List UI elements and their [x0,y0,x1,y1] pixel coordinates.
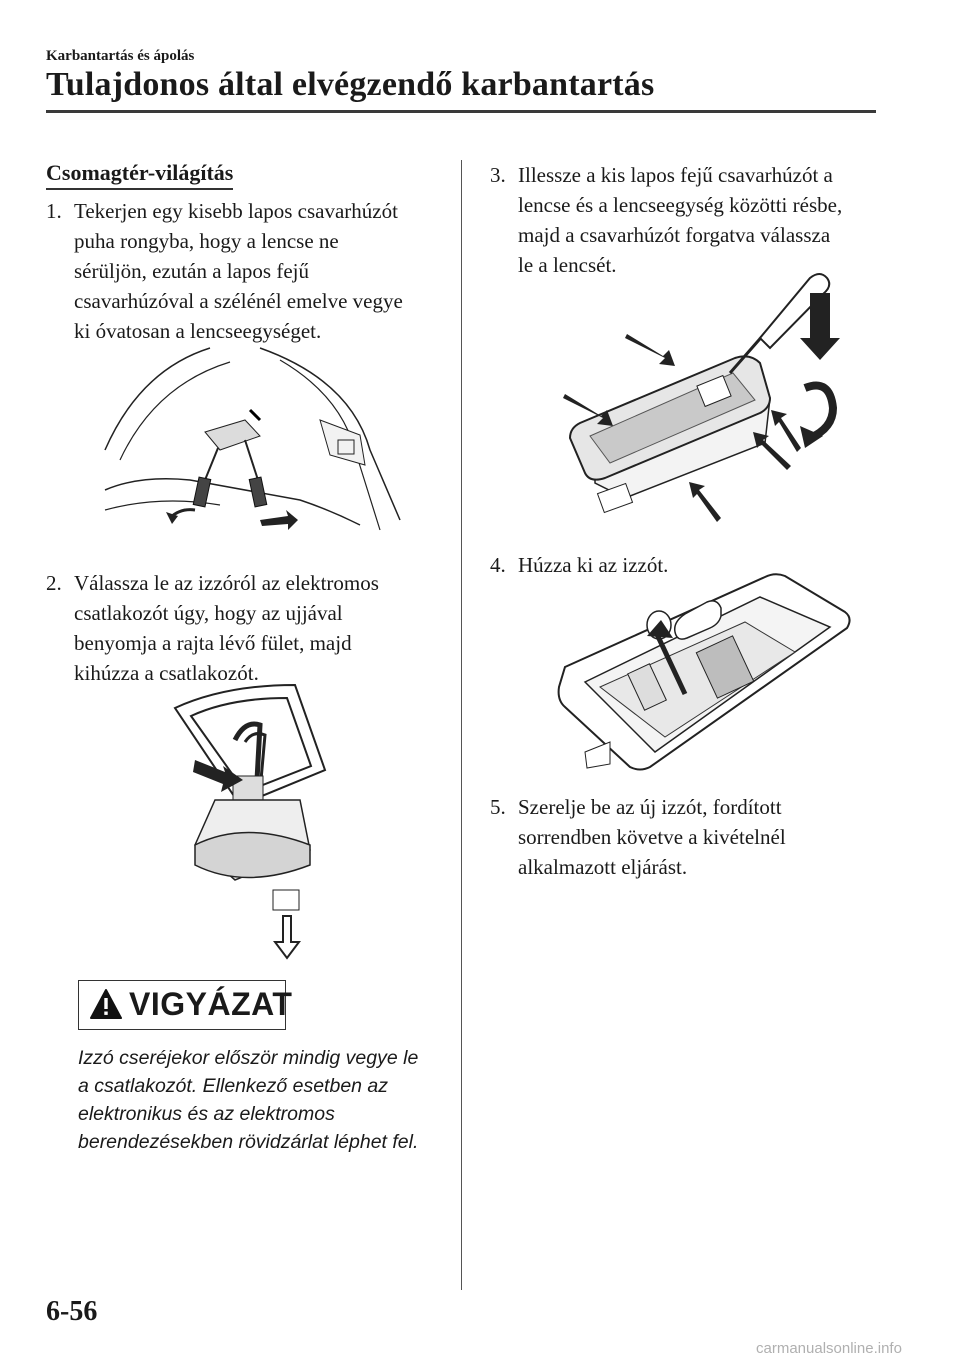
step-2 [46,568,456,690]
step-number: 2. [46,571,62,595]
page-number: 6-56 [46,1296,98,1327]
step-number: 1. [46,199,62,223]
step-line: puha rongyba, hogy a lencse ne [74,229,339,253]
caution-line: berendezésekben rövidzárlat léphet fel. [78,1131,419,1153]
step-number: 4. [490,553,506,577]
step-line: majd a csavarhúzót forgatva válassza [518,223,831,247]
step-line: Tekerjen egy kisebb lapos csavarhúzót [74,199,398,223]
step-line: lencse és a lencseegység közötti résbe, [518,193,843,217]
warning-icon [89,988,123,1020]
watermark: carmanualsonline.info [756,1340,902,1357]
step-number: 5. [490,795,506,819]
page-title: Tulajdonos által elvégzendő karbantartás [46,66,655,103]
step-1 [46,196,456,348]
step-line: alkalmazott eljárást. [518,855,688,879]
caution-line: Izzó cseréjekor először mindig vegye le [78,1047,419,1069]
step-line: sorrendben követve a kivételnél [518,825,786,849]
figure-bulb-removal [555,572,855,772]
caution-label: VIGYÁZAT [129,986,293,1022]
step-3 [490,160,920,282]
column-divider [461,160,462,1290]
figure-lens-prying [555,268,855,533]
figure-connector-removal [165,680,350,960]
step-line: le a lencsét. [518,253,617,277]
section-heading: Csomagtér-világítás [46,160,233,190]
step-line: Húzza ki az izzót. [518,553,669,577]
step-line: csatlakozót úgy, hogy az ujjával [74,601,343,625]
step-number: 3. [490,163,506,187]
step-5 [490,792,920,884]
step-line: Szerelje be az új izzót, fordított [518,795,782,819]
section-label: Karbantartás és ápolás [46,48,195,64]
header-divider [46,110,876,113]
step-line: Illessze a kis lapos fejű csavarhúzót a [518,163,833,187]
caution-line: elektronikus és az elektromos [78,1103,335,1125]
step-line: sérüljön, ezután a lapos fejű [74,259,309,283]
caution-box [78,980,293,1030]
caution-text [78,1044,450,1156]
caution-line: a csatlakozót. Ellenkező esetben az [78,1075,389,1097]
step-line: ki óvatosan a lencseegységet. [74,319,322,343]
step-line: csavarhúzóval a szélénél emelve vegye [74,289,403,313]
step-line: Válassza le az izzóról az elektromos [74,571,379,595]
step-line: benyomja a rajta lévő fület, majd [74,631,352,655]
step-line: kihúzza a csatlakozót. [74,661,259,685]
figure-lens-removal [100,340,410,540]
